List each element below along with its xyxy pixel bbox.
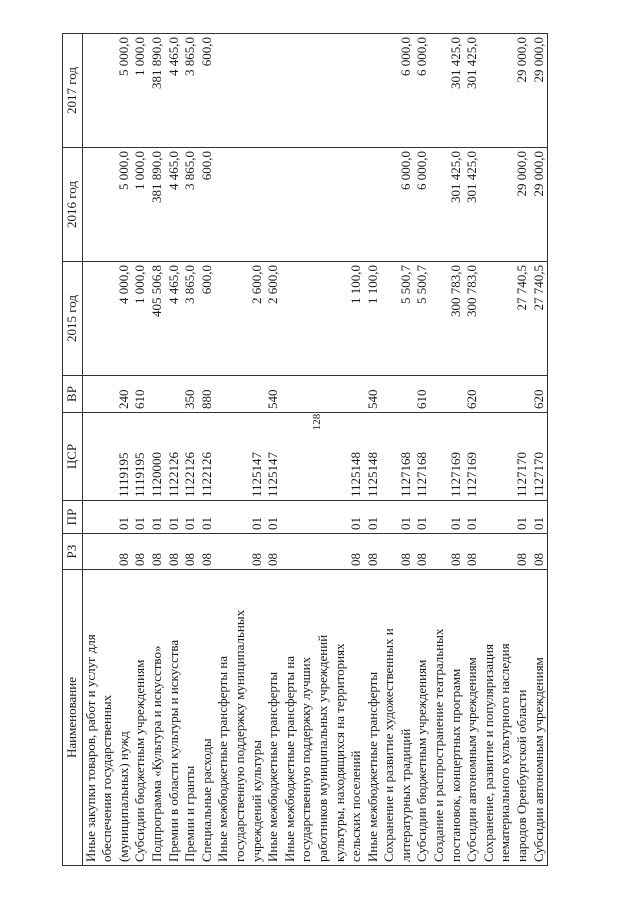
rz-cell	[531, 534, 548, 570]
table-row	[431, 34, 464, 866]
csr-cell	[166, 413, 183, 501]
value-2016-text: 6 000,0	[397, 151, 413, 190]
csr-cell	[464, 413, 481, 501]
vr-cell-text: 610	[132, 389, 148, 409]
csr-cell	[199, 413, 216, 501]
row-name-line: обеспечения государственных	[99, 694, 115, 862]
rz-cell-text: 08	[364, 553, 380, 566]
value-2015-text: 1 000,0	[132, 265, 148, 304]
value-2017-text	[265, 37, 282, 144]
value-2016	[82, 148, 132, 262]
rz-cell-text: 08	[115, 553, 131, 566]
value-2016	[182, 148, 199, 262]
vr-cell	[199, 376, 216, 413]
table-row	[215, 34, 265, 866]
vr-cell-text: 350	[182, 389, 198, 409]
value-2017	[282, 34, 365, 148]
value-2017-text	[365, 37, 382, 144]
value-2015-text: 5 500,7	[414, 265, 430, 304]
page-number: 128	[311, 413, 323, 431]
csr-cell	[265, 413, 282, 501]
csr-cell-text: 1125147	[265, 451, 281, 497]
row-name	[431, 570, 464, 866]
pr-cell	[481, 501, 531, 534]
row-name-line: государственную поддержку лучших	[298, 656, 314, 862]
value-2016	[265, 148, 282, 262]
vr-cell-text: 620	[464, 389, 480, 409]
rz-cell-text: 08	[265, 553, 281, 566]
value-2015-text: 1 100,0	[364, 265, 380, 304]
value-2016-text: 600,0	[198, 151, 214, 181]
value-2017	[182, 34, 199, 148]
value-2015	[182, 262, 199, 376]
vr-cell-text: 620	[530, 389, 546, 409]
csr-cell-text: 1122126	[198, 451, 214, 497]
value-2016	[149, 148, 166, 262]
table-row	[199, 34, 216, 866]
value-2015	[282, 262, 365, 376]
row-name-line: государственную поддержку муниципальных	[231, 609, 247, 862]
pr-cell	[381, 501, 414, 534]
rz-cell	[199, 534, 216, 570]
pr-cell-text: 01	[165, 517, 181, 530]
value-2017	[199, 34, 216, 148]
table-row	[265, 34, 282, 866]
row-name	[365, 570, 382, 866]
csr-cell	[215, 413, 265, 501]
value-2017	[381, 34, 414, 148]
value-2016	[132, 148, 149, 262]
row-name	[481, 570, 531, 866]
csr-cell-text: 1125148	[348, 451, 364, 497]
pr-cell-text: 01	[514, 517, 530, 530]
rz-cell	[464, 534, 481, 570]
value-2016	[431, 148, 464, 262]
rz-cell-text: 08	[165, 553, 181, 566]
vr-cell	[464, 376, 481, 413]
table-row	[531, 34, 548, 866]
value-2015	[265, 262, 282, 376]
rz-cell	[381, 534, 414, 570]
value-2015	[166, 262, 183, 376]
value-2017	[215, 34, 265, 148]
header-csr: ЦСР	[63, 413, 83, 501]
row-name	[149, 570, 166, 866]
value-2017-text: 6 000,0	[397, 37, 413, 76]
rz-cell	[182, 534, 199, 570]
row-name-line: Субсидии бюджетным учреждениям	[132, 659, 148, 862]
pr-cell	[265, 501, 282, 534]
value-2017-text: 600,0	[198, 37, 214, 67]
value-2015	[531, 262, 548, 376]
value-2017-text: 4 465,0	[165, 37, 181, 76]
row-name-line: Субсидии автономным учреждениям	[530, 657, 546, 862]
pr-cell	[464, 501, 481, 534]
value-2017	[414, 34, 431, 148]
csr-cell	[282, 413, 365, 501]
vr-cell	[431, 376, 464, 413]
csr-cell	[82, 413, 132, 501]
value-2017-text: 29 000,0	[530, 37, 546, 83]
value-2016	[166, 148, 183, 262]
value-2015	[431, 262, 464, 376]
pr-cell	[132, 501, 149, 534]
pr-cell	[182, 501, 199, 534]
value-2016-text: 29 000,0	[530, 151, 546, 197]
value-2016-text: 6 000,0	[414, 151, 430, 190]
pr-cell-text: 01	[148, 517, 164, 530]
row-name-line: Иные закупки товаров, работ и услуг для	[82, 634, 98, 862]
vr-cell	[166, 376, 183, 413]
value-2015-text: 2 600,0	[265, 265, 281, 304]
vr-cell	[414, 376, 431, 413]
value-2015	[481, 262, 531, 376]
value-2016	[365, 148, 382, 262]
rz-cell	[282, 534, 365, 570]
rz-cell-text: 08	[397, 553, 413, 566]
row-name-line: (муниципальных) нужд	[115, 731, 131, 862]
table-row	[365, 34, 382, 866]
row-name-line: постановок, концертных программ	[447, 668, 463, 862]
header-2016: 2016 год	[63, 148, 83, 262]
value-2016-text	[265, 151, 282, 258]
pr-cell-text: 01	[530, 517, 546, 530]
vr-cell-text	[166, 379, 183, 409]
table-row	[381, 34, 414, 866]
row-name-line: сельских поселений	[348, 750, 364, 862]
row-name-line: работников муниципальных учреждений	[314, 634, 330, 862]
value-2015-text: 5 500,7	[397, 265, 413, 304]
vr-cell	[365, 376, 382, 413]
rz-cell	[481, 534, 531, 570]
row-name-line: Иные межбюджетные трансферты на	[281, 655, 297, 862]
table-row	[464, 34, 481, 866]
vr-cell	[82, 376, 132, 413]
pr-cell	[166, 501, 183, 534]
row-name-line: нематериального культурного наследия	[497, 643, 513, 862]
csr-cell-text: 1127168	[397, 451, 413, 497]
pr-cell	[215, 501, 265, 534]
pr-cell-text: 01	[464, 517, 480, 530]
csr-cell	[481, 413, 531, 501]
value-2017	[82, 34, 132, 148]
table-row	[132, 34, 149, 866]
rz-cell-text: 08	[464, 553, 480, 566]
value-2016	[199, 148, 216, 262]
value-2017-text: 3 865,0	[182, 37, 198, 76]
table-row	[481, 34, 531, 866]
pr-cell-text: 01	[198, 517, 214, 530]
csr-cell	[381, 413, 414, 501]
pr-cell	[414, 501, 431, 534]
value-2015-text: 27 740,5	[514, 265, 530, 311]
vr-cell-text: 610	[414, 389, 430, 409]
vr-cell	[381, 376, 414, 413]
row-name	[182, 570, 199, 866]
pr-cell	[82, 501, 132, 534]
pr-cell	[431, 501, 464, 534]
value-2017-text	[348, 37, 365, 144]
table-row	[182, 34, 199, 866]
rz-cell-text: 08	[132, 553, 148, 566]
value-2015	[365, 262, 382, 376]
rz-cell	[265, 534, 282, 570]
value-2015-text: 4 000,0	[115, 265, 131, 304]
csr-cell	[365, 413, 382, 501]
value-2015	[149, 262, 166, 376]
row-name	[531, 570, 548, 866]
csr-cell-text: 1119195	[132, 452, 148, 497]
value-2017	[481, 34, 531, 148]
csr-cell	[414, 413, 431, 501]
row-name	[414, 570, 431, 866]
value-2015	[381, 262, 414, 376]
header-rz: РЗ	[63, 534, 83, 570]
value-2015	[464, 262, 481, 376]
rz-cell-text: 08	[530, 553, 546, 566]
value-2017-text: 29 000,0	[514, 37, 530, 83]
vr-cell	[215, 376, 265, 413]
value-2016	[414, 148, 431, 262]
value-2017	[431, 34, 464, 148]
value-2017	[365, 34, 382, 148]
value-2016-text	[249, 151, 266, 258]
row-name-line: Иные межбюджетные трансферты на	[215, 655, 231, 862]
csr-cell	[132, 413, 149, 501]
rz-cell-text: 08	[182, 553, 198, 566]
pr-cell	[365, 501, 382, 534]
rz-cell-text: 08	[248, 553, 264, 566]
value-2015-text: 2 600,0	[248, 265, 264, 304]
budget-table	[62, 33, 548, 866]
pr-cell-text: 01	[364, 517, 380, 530]
row-name	[215, 570, 265, 866]
vr-cell	[149, 376, 166, 413]
header-name: Наименование	[63, 570, 83, 866]
vr-cell	[132, 376, 149, 413]
value-2017-text	[249, 37, 266, 144]
value-2016-text: 381 890,0	[148, 151, 164, 203]
rz-cell	[82, 534, 132, 570]
value-2015-text: 405 506,8	[148, 265, 164, 317]
value-2015-text: 1 100,0	[348, 265, 364, 304]
vr-cell-text	[514, 379, 531, 409]
value-2017	[166, 34, 183, 148]
value-2015-text: 300 783,0	[464, 265, 480, 317]
pr-cell-text: 01	[414, 517, 430, 530]
value-2016	[215, 148, 265, 262]
pr-cell-text: 01	[115, 517, 131, 530]
rotated-table-container	[62, 34, 624, 866]
vr-cell	[531, 376, 548, 413]
csr-cell-text: 1125147	[248, 451, 264, 497]
vr-cell-text: 880	[198, 389, 214, 409]
value-2017	[531, 34, 548, 148]
csr-cell-text: 1127169	[447, 451, 463, 497]
row-name	[265, 570, 282, 866]
vr-cell	[282, 376, 365, 413]
header-2015: 2015 год	[63, 262, 83, 376]
table-row	[282, 34, 365, 866]
rz-cell-text: 08	[414, 553, 430, 566]
value-2017	[149, 34, 166, 148]
value-2015-text: 300 783,0	[447, 265, 463, 317]
vr-cell-text	[348, 379, 365, 409]
value-2015	[215, 262, 265, 376]
header-row	[63, 34, 83, 866]
row-name-line: Специальные расходы	[198, 738, 214, 862]
value-2017-text: 5 000,0	[115, 37, 131, 76]
row-name	[199, 570, 216, 866]
value-2015-text: 600,0	[198, 265, 214, 295]
csr-cell-text: 1127169	[464, 451, 480, 497]
value-2015	[414, 262, 431, 376]
csr-cell	[531, 413, 548, 501]
row-name-line: Субсидии автономным учреждениям	[464, 657, 480, 862]
table-row	[414, 34, 431, 866]
csr-cell-text: 1119195	[115, 452, 131, 497]
csr-cell	[431, 413, 464, 501]
header-2017: 2017 год	[63, 34, 83, 148]
rz-cell	[431, 534, 464, 570]
value-2015-text: 27 740,5	[530, 265, 546, 311]
rz-cell-text: 08	[514, 553, 530, 566]
row-name-line: Создание и распространение театральных	[431, 628, 447, 862]
rz-cell-text: 08	[198, 553, 214, 566]
csr-cell-text: 1122126	[182, 451, 198, 497]
pr-cell-text: 01	[132, 517, 148, 530]
pr-cell	[531, 501, 548, 534]
pr-cell-text: 01	[397, 517, 413, 530]
vr-cell-text: 540	[364, 389, 380, 409]
pr-cell	[199, 501, 216, 534]
header-vr: ВР	[63, 376, 83, 413]
value-2016	[481, 148, 531, 262]
value-2017-text: 301 425,0	[464, 37, 480, 89]
value-2016-text	[365, 151, 382, 258]
value-2016-text: 3 865,0	[182, 151, 198, 190]
value-2016-text: 301 425,0	[447, 151, 463, 203]
row-name-line: культуры, находящихся на территориях	[331, 643, 347, 862]
rz-cell	[365, 534, 382, 570]
vr-cell-text: 540	[265, 389, 281, 409]
row-name-line: Субсидии бюджетным учреждениям	[414, 659, 430, 862]
csr-cell	[149, 413, 166, 501]
value-2017-text: 1 000,0	[132, 37, 148, 76]
csr-cell-text: 1127170	[514, 451, 530, 497]
csr-cell-text: 1127170	[530, 451, 546, 497]
value-2016	[464, 148, 481, 262]
vr-cell-text	[448, 379, 465, 409]
value-2017	[265, 34, 282, 148]
value-2015	[82, 262, 132, 376]
rz-cell	[215, 534, 265, 570]
table-row	[82, 34, 132, 866]
csr-cell-text: 1120000	[148, 451, 164, 497]
value-2017-text: 381 890,0	[148, 37, 164, 89]
row-name	[282, 570, 365, 866]
value-2015-text: 4 465,0	[165, 265, 181, 304]
row-name	[166, 570, 183, 866]
row-name-line: Сохранение, развитие и популяризация	[480, 644, 496, 862]
vr-cell-text	[249, 379, 266, 409]
rz-cell-text: 08	[447, 553, 463, 566]
row-name-line: литературных традиций	[397, 728, 413, 862]
row-name	[464, 570, 481, 866]
row-name-line: Премии в области культуры и искусства	[165, 639, 181, 862]
value-2016-text: 4 465,0	[165, 151, 181, 190]
value-2016-text	[348, 151, 365, 258]
value-2016	[381, 148, 414, 262]
row-name-line: Иные межбюджетные трансферты	[364, 671, 380, 862]
table-row	[149, 34, 166, 866]
rz-cell-text: 08	[348, 553, 364, 566]
row-name	[381, 570, 414, 866]
table-body	[82, 34, 548, 866]
value-2016	[282, 148, 365, 262]
value-2017	[132, 34, 149, 148]
value-2016-text: 301 425,0	[464, 151, 480, 203]
vr-cell-text	[398, 379, 415, 409]
vr-cell	[481, 376, 531, 413]
value-2016-text: 1 000,0	[132, 151, 148, 190]
csr-cell-text: 1122126	[165, 451, 181, 497]
csr-cell-text: 1127168	[414, 451, 430, 497]
pr-cell-text: 01	[248, 517, 264, 530]
rz-cell	[166, 534, 183, 570]
pr-cell-text: 01	[447, 517, 463, 530]
rz-cell	[149, 534, 166, 570]
csr-cell-text: 1125148	[364, 451, 380, 497]
row-name-line: народов Оренбургской области	[514, 689, 530, 862]
rz-cell	[414, 534, 431, 570]
csr-cell	[182, 413, 199, 501]
table-row	[166, 34, 183, 866]
value-2015-text: 3 865,0	[182, 265, 198, 304]
row-name-line: учреждений культуры	[248, 739, 264, 862]
pr-cell-text: 01	[348, 517, 364, 530]
value-2016-text: 5 000,0	[115, 151, 131, 190]
row-name-line: Сохранение и развитие художественных и	[381, 628, 397, 862]
pr-cell	[149, 501, 166, 534]
row-name-line: Подпрограмма «Культура и искусство»	[148, 645, 164, 862]
value-2017-text: 301 425,0	[447, 37, 463, 89]
vr-cell	[265, 376, 282, 413]
vr-cell-text: 240	[115, 389, 131, 409]
pr-cell-text: 01	[265, 517, 281, 530]
rz-cell-text: 08	[148, 553, 164, 566]
vr-cell	[182, 376, 199, 413]
value-2016	[531, 148, 548, 262]
row-name	[132, 570, 149, 866]
vr-cell-text	[149, 379, 166, 409]
pr-cell	[282, 501, 365, 534]
header-pr: ПР	[63, 501, 83, 534]
row-name-line: Премии и гранты	[182, 765, 198, 862]
value-2017	[464, 34, 481, 148]
rz-cell	[132, 534, 149, 570]
row-name	[82, 570, 132, 866]
value-2017-text: 6 000,0	[414, 37, 430, 76]
value-2015	[132, 262, 149, 376]
row-name-line: Иные межбюджетные трансферты	[265, 671, 281, 862]
value-2015	[199, 262, 216, 376]
pr-cell-text: 01	[182, 517, 198, 530]
value-2016-text: 29 000,0	[514, 151, 530, 197]
